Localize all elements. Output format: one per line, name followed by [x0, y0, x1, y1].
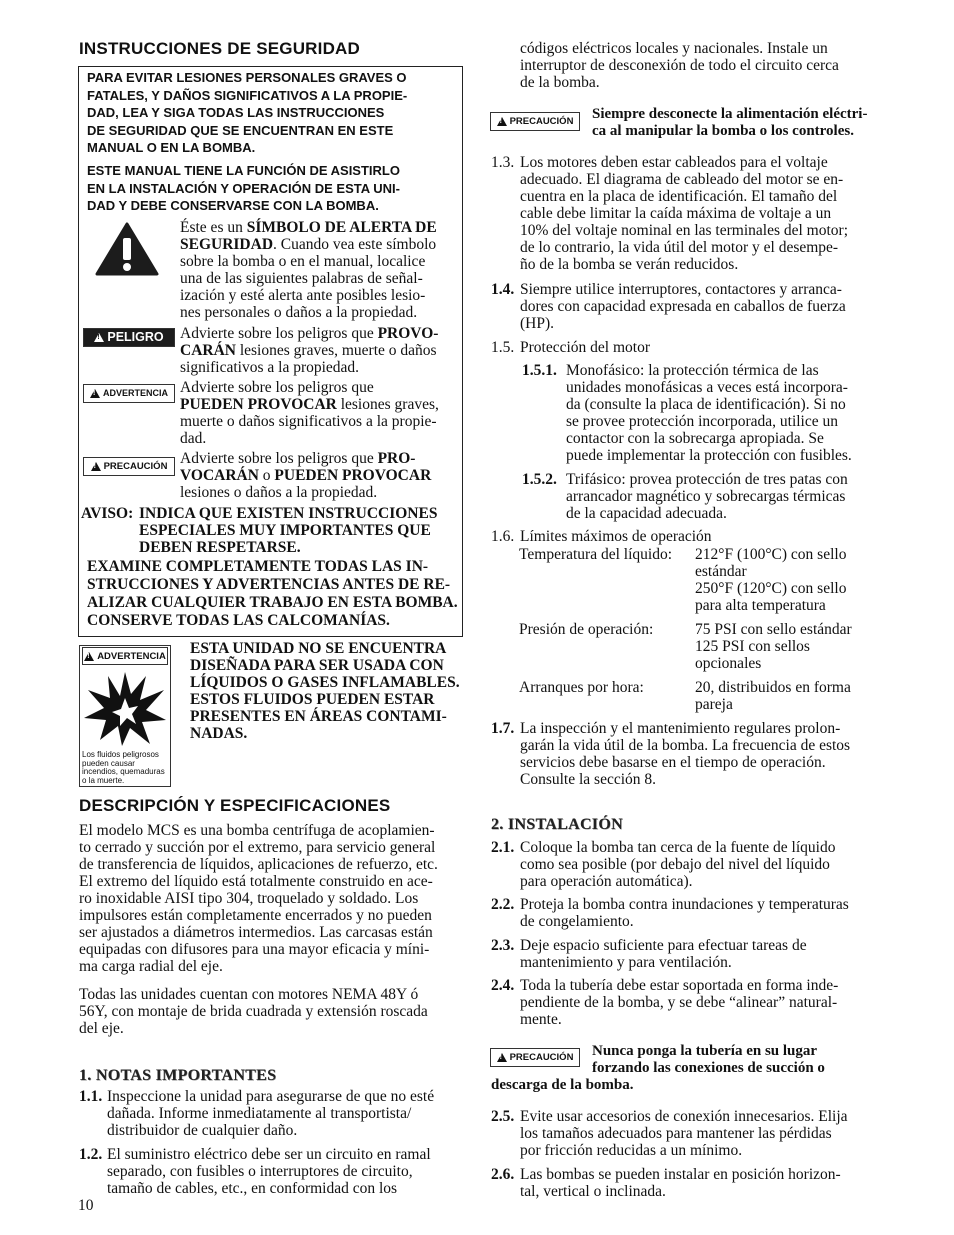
- install-2-4-text-line: pendiente de la bomba, y se debe “alinear” natural-: [520, 994, 838, 1011]
- note-1-3-text-line: 10% del voltaje nominal en las terminales del motor;: [520, 222, 848, 239]
- limit-temperature-label: Temperatura del líquido:: [519, 546, 673, 563]
- limit-temperature-values-line: 212°F (100°C) con sello: [695, 546, 847, 563]
- flammable-caption: [82, 751, 165, 785]
- description-paragraph-2-line: Todas las unidades cuentan con motores NEMA 48Y ó: [79, 986, 419, 1003]
- peligro-text-line: significativos a la propiedad.: [180, 359, 360, 376]
- note-1-3-text-line: cuentra en la placa de identificación. El tamaño del: [520, 188, 838, 205]
- flammable-text-line: LÍQUIDOS O GASES INFLAMABLES.: [190, 674, 460, 691]
- precaucion-text-line: Advierte sobre los peligros que PRO-: [180, 450, 416, 467]
- install-2-6-text-line: Las bombas se pueden instalar en posición horizon-: [520, 1166, 841, 1183]
- safety-para-2-line: EN LA INSTALACIÓN Y OPERACIÓN DE ESTA UNI-: [87, 180, 400, 196]
- limit-starts-values-line: 20, distribuidos en forma: [695, 679, 851, 696]
- peligro-badge: ! PELIGRO: [83, 328, 175, 347]
- limit-pressure-label: Presión de operación:: [519, 621, 654, 638]
- install-2-1-text-line: para operación automática).: [520, 873, 693, 890]
- advertencia-text-line: PUEDEN PROVOCAR lesiones graves,: [180, 396, 439, 413]
- safety-symbol-text-line: una de las siguientes palabras de señal-: [180, 270, 423, 287]
- aviso-text-line: INDICA QUE EXISTEN INSTRUCCIONES: [139, 505, 438, 522]
- note-1-4-text-line: (HP).: [520, 315, 555, 332]
- flammable-advertencia-badge: ! ADVERTENCIA: [82, 647, 168, 665]
- precaucion-badge: ! PRECAUCIÓN: [83, 457, 175, 476]
- safety-para-1-line: PARA EVITAR LESIONES PERSONALES GRAVES O: [87, 70, 407, 85]
- safety-heading: INSTRUCCIONES DE SEGURIDAD: [79, 39, 361, 58]
- advertencia-text: [180, 379, 439, 447]
- note-1-5-1-text: [566, 362, 852, 464]
- description-paragraph-1: [79, 822, 438, 975]
- install-2-1-text: [520, 839, 835, 890]
- note-1-3-text-line: Los motores deben estar cableados para el voltaje: [520, 154, 828, 171]
- warning-triangle-icon: [95, 222, 159, 276]
- install-2-3-number: 2.3.: [491, 937, 515, 954]
- examine-text-line: STRUCCIONES Y ADVERTENCIAS ANTES DE RE-: [87, 576, 451, 593]
- note-1-2-text-line: El suministro eléctrico debe ser un circuito en ramal: [107, 1146, 431, 1163]
- safety-para-2-line: ESTE MANUAL TIENE LA FUNCIÓN DE ASISTIRLO: [87, 163, 400, 178]
- description-paragraph-1-line: ser ajustados a diámetros intermedios. Las carcasas están: [79, 924, 433, 941]
- description-paragraph-1-line: ro inoxidable AISI tipo 304, troquelado y soldado. Los: [79, 890, 419, 907]
- safety-para-2-line: DAD Y DEBE CONSERVARSE CON LA BOMBA.: [87, 198, 379, 213]
- flammable-text-line: ESTA UNIDAD NO SE ENCUENTRA: [190, 640, 447, 657]
- flammable-text-line: ESTOS FLUIDOS PUEDEN ESTAR: [190, 691, 435, 708]
- description-heading: DESCRIPCIÓN Y ESPECIFICACIONES: [79, 796, 391, 815]
- limit-pressure-values-line: 125 PSI con sellos: [695, 638, 810, 655]
- install-2-5-text-line: los tamaños adecuados para mantener las pérdidas: [520, 1125, 832, 1142]
- description-paragraph-1-line: de transferencia de líquidos, aplicaciones de refuerzo, etc.: [79, 856, 438, 873]
- caution-2-badge: ! PRECAUCIÓN: [490, 1048, 580, 1067]
- note-1-5-2-text: [566, 471, 848, 522]
- safety-para-1-line: MANUAL O EN LA BOMBA.: [87, 140, 256, 155]
- note-1-5-number: 1.5.: [491, 339, 515, 356]
- safety-para-1-line: DAD, LEA Y SIGA TODAS LAS INSTRUCCIONES: [87, 105, 385, 120]
- note-1-7-number: 1.7.: [491, 720, 515, 737]
- limit-temperature-values-line: estándar: [695, 563, 747, 580]
- limit-pressure-values-line: opcionales: [695, 655, 762, 672]
- note-1-5-1-text-line: puede implementar la protección con fusibles.: [566, 447, 852, 464]
- precaucion-text-line: lesiones o daños a la propiedad.: [180, 484, 378, 501]
- note-1-4-number: 1.4.: [491, 281, 515, 298]
- note-1-6-number: 1.6.: [491, 528, 515, 545]
- note-1-1-text: [107, 1088, 434, 1139]
- alert-icon: [497, 117, 507, 126]
- install-2-4-text-line: Toda la tubería debe estar soportada en forma inde-: [520, 977, 839, 994]
- examine-text-line: CONSERVE TODAS LAS CALCOMANÍAS.: [87, 612, 390, 629]
- install-2-6-text: [520, 1166, 841, 1200]
- aviso-text-line: ESPECIALES MUY IMPORTANTES QUE: [139, 522, 431, 539]
- note-1-4-text-line: dores con capacidad expresada en caballos de fuerza: [520, 298, 846, 315]
- note-1-6-text: Límites máximos de operación: [520, 528, 712, 545]
- note-1-5-1-number: 1.5.1.: [522, 362, 557, 379]
- safety-para-1-line: FATALES, Y DAÑOS SIGNIFICATIVOS A LA PROPIE-: [87, 87, 408, 103]
- install-2-2-number: 2.2.: [491, 896, 515, 913]
- examine-text-line: EXAMINE COMPLETAMENTE TODAS LAS IN-: [87, 558, 429, 575]
- limit-temperature-values-line: para alta temperatura: [695, 597, 826, 614]
- advertencia-text-line: dad.: [180, 430, 207, 447]
- limit-starts-label: Arranques por hora:: [519, 679, 644, 696]
- note-1-2-number: 1.2.: [79, 1146, 103, 1163]
- note-1-2-text-line: separado, con fusibles o interruptores de circuito,: [107, 1163, 413, 1180]
- note-1-5-1-text-line: da (consulte la placa de identificación). Si no: [566, 396, 846, 413]
- alert-icon: [497, 1053, 507, 1062]
- flammable-caption-line: o la muerte.: [82, 775, 125, 785]
- notes-heading: 1. NOTAS IMPORTANTES: [79, 1067, 277, 1084]
- install-2-1-text-line: Coloque la bomba tan cerca de la fuente de líquido: [520, 839, 836, 856]
- flammable-text-line: NADAS.: [190, 725, 248, 742]
- limit-starts-values-line: pareja: [695, 696, 733, 713]
- note-1-2-text: [107, 1146, 431, 1197]
- install-2-2-text-line: de congelamiento.: [520, 913, 634, 930]
- limit-pressure-values-line: 75 PSI con sello estándar: [695, 621, 852, 638]
- note-1-3-text: [520, 154, 848, 273]
- flammable-caption-line: incendios, quemaduras: [82, 767, 165, 776]
- note-1-7-text-line: La inspección y el mantenimiento regulares prolon-: [520, 720, 841, 737]
- caution-2-line-2: forzando las conexiones de succión o: [592, 1060, 825, 1076]
- note-1-2-continued-line: interruptor de desconexión de todo el circuito cerca: [520, 57, 839, 74]
- description-paragraph-1-line: impulsores están completamente encerrados y no pueden: [79, 907, 432, 924]
- note-1-5-1-text-line: Monofásico: la protección térmica de las: [566, 362, 819, 379]
- install-2-3-text-line: mantenimiento y para ventilación.: [520, 954, 732, 971]
- description-paragraph-1-line: to cerrado y succión por el extremo, para servicio general: [79, 839, 436, 856]
- install-2-6-number: 2.6.: [491, 1166, 515, 1183]
- note-1-1-text-line: Inspeccione la unidad para asegurarse de que no esté: [107, 1088, 435, 1105]
- examine-text: [87, 558, 458, 630]
- install-2-5-number: 2.5.: [491, 1108, 515, 1125]
- note-1-4-text-line: Siempre utilice interruptores, contactores y arranca-: [520, 281, 842, 298]
- note-1-1-number: 1.1.: [79, 1088, 103, 1105]
- alert-icon: [91, 462, 101, 471]
- install-2-2-text-line: Proteja la bomba contra inundaciones y temperaturas: [520, 896, 849, 913]
- flammable-text-line: DISEÑADA PARA SER USADA CON: [190, 657, 444, 674]
- aviso-text-line: DEBEN RESPETARSE.: [139, 539, 301, 556]
- install-2-5-text-line: por fricción reducidas a un mínimo.: [520, 1142, 743, 1159]
- note-1-1-text-line: distribuidor de cualquier daño.: [107, 1122, 298, 1139]
- caution-2-line-1: Nunca ponga la tubería en su lugar: [592, 1043, 818, 1059]
- flammable-text-line: PRESENTES EN ÁREAS CONTAMI-: [190, 708, 447, 725]
- alert-icon: [90, 389, 100, 398]
- note-1-7-text-line: garán la vida útil de la bomba. La frecuencia de estos: [520, 737, 851, 754]
- install-2-3-text-line: Deje espacio suficiente para efectuar tareas de: [520, 937, 807, 954]
- caution-1-text-line: ca al manipular la bomba o los controles.: [592, 123, 854, 139]
- install-2-4-number: 2.4.: [491, 977, 515, 994]
- flammable-caption-line: Los fluidos peligrosos: [82, 750, 159, 759]
- note-1-2-continued-line: códigos eléctricos locales y nacionales. Instale un: [520, 40, 828, 57]
- note-1-5-2-text-line: de la capacidad adecuada.: [566, 505, 727, 522]
- install-2-1-text-line: como sea posible (por debajo del nivel del líquido: [520, 856, 830, 873]
- advertencia-text-line: muerte o daños significativos a la propie-: [180, 413, 437, 430]
- install-2-4-text: [520, 977, 838, 1028]
- install-2-1-number: 2.1.: [491, 839, 515, 856]
- note-1-5-text: Protección del motor: [520, 339, 650, 356]
- alert-icon: [94, 333, 104, 342]
- aviso-text: [139, 505, 437, 556]
- safety-para-1-line: DE SEGURIDAD QUE SE ENCUENTRAN EN ESTE: [87, 122, 394, 138]
- description-paragraph-1-line: ma carga radial del eje.: [79, 958, 223, 975]
- page-number: 10: [78, 1197, 94, 1214]
- description-paragraph-2-line: 56Y, con montaje de brida cuadrada y extensión roscada: [79, 1003, 428, 1020]
- safety-para-1: [87, 69, 407, 157]
- limit-starts-values: [695, 679, 851, 713]
- install-2-3-text: [520, 937, 807, 971]
- advertencia-text-line: Advierte sobre los peligros que: [180, 379, 374, 396]
- install-2-4-text-line: mente.: [520, 1011, 562, 1028]
- caution-1-badge: ! PRECAUCIÓN: [490, 112, 580, 131]
- limit-temperature-values: [695, 546, 846, 614]
- explosion-icon: [82, 668, 168, 748]
- note-1-5-2-text-line: Trifásico: provea protección de tres patas con: [566, 471, 848, 488]
- caution-2-line-3: descarga de la bomba.: [491, 1077, 634, 1093]
- installation-heading: 2. INSTALACIÓN: [491, 816, 623, 833]
- note-1-3-text-line: ño de la bomba se verán reducidos.: [520, 256, 739, 273]
- safety-symbol-text-line: sobre la bomba o en el manual, localice: [180, 253, 426, 270]
- note-1-2-continued: [520, 40, 839, 91]
- precaucion-text-line: VOCARÁN o PUEDEN PROVOCAR: [180, 467, 432, 484]
- note-1-7-text-line: servicios debe basarse en el tiempo de operación.: [520, 754, 826, 771]
- limit-pressure-values: [695, 621, 852, 672]
- flammable-text: [190, 640, 460, 742]
- description-paragraph-1-line: El modelo MCS es una bomba centrífuga de acoplamien-: [79, 822, 435, 839]
- aviso-label: AVISO:: [81, 505, 134, 522]
- note-1-3-number: 1.3.: [491, 154, 515, 171]
- alert-icon: [84, 652, 94, 661]
- note-1-2-text-line: tamaño de cables, etc., en conformidad con los: [107, 1180, 398, 1197]
- note-1-2-continued-line: de la bomba.: [520, 74, 600, 91]
- note-1-7-text: [520, 720, 850, 788]
- flammable-caption-line: pueden causar: [82, 758, 135, 768]
- install-2-2-text: [520, 896, 849, 930]
- note-1-7-text-line: Consulte la sección 8.: [520, 771, 657, 788]
- note-1-5-2-number: 1.5.2.: [522, 471, 557, 488]
- safety-symbol-text: [180, 219, 437, 321]
- note-1-3-text-line: cable debe limitar la caída máxima de voltaje a un: [520, 205, 832, 222]
- examine-text-line: ALIZAR CUALQUIER TRABAJO EN ESTA BOMBA.: [87, 594, 458, 611]
- peligro-text-line: Advierte sobre los peligros que PROVO-: [180, 325, 439, 342]
- note-1-1-text-line: dañada. Informe inmediatamente al transportista/: [107, 1105, 412, 1122]
- caution-1-text: [592, 106, 867, 140]
- description-paragraph-1-line: equipadas con difusores para una mayor eficacia y míni-: [79, 941, 430, 958]
- limit-temperature-values-line: 250°F (120°C) con sello: [695, 580, 847, 597]
- install-2-5-text: [520, 1108, 848, 1159]
- install-2-5-text-line: Evite usar accesorios de conexión innecesarios. Elija: [520, 1108, 848, 1125]
- precaucion-text: [180, 450, 431, 501]
- note-1-5-1-text-line: unidades monofásicas a veces está incorpora-: [566, 379, 848, 396]
- caution-1-text-line: Siempre desconecte la alimentación eléctri-: [592, 106, 868, 122]
- note-1-3-text-line: adecuado. El diagrama de cableado del motor se en-: [520, 171, 844, 188]
- safety-symbol-text-line: SEGURIDAD. Cuando vea este símbolo: [180, 236, 437, 253]
- description-paragraph-2-line: del eje.: [79, 1020, 124, 1037]
- note-1-5-2-text-line: arrancador magnético y sobrecargas térmicas: [566, 488, 846, 505]
- description-paragraph-1-line: El extremo del líquido está totalmente construido en ace-: [79, 873, 433, 890]
- note-1-5-1-text-line: se provee protección incorporada, utilice un: [566, 413, 838, 430]
- safety-para-2: [87, 162, 400, 215]
- peligro-text-line: CARÁN lesiones graves, muerte o daños: [180, 342, 437, 359]
- safety-symbol-text-line: Éste es un SÍMBOLO DE ALERTA DE: [180, 219, 437, 236]
- peligro-text: [180, 325, 438, 376]
- note-1-3-text-line: de lo contrario, la vida útil del motor y el desempe-: [520, 239, 839, 256]
- install-2-6-text-line: tal, vertical o inclinada.: [520, 1183, 666, 1200]
- note-1-5-1-text-line: contactor con la sobrecarga apropiada. Se: [566, 430, 824, 447]
- safety-symbol-text-line: nes personales o daños a la propiedad.: [180, 304, 418, 321]
- safety-symbol-text-line: ización y esté alerta ante posibles lesio-: [180, 287, 426, 304]
- advertencia-badge: ! ADVERTENCIA: [83, 384, 175, 403]
- note-1-4-text: [520, 281, 846, 332]
- description-paragraph-2: [79, 986, 428, 1037]
